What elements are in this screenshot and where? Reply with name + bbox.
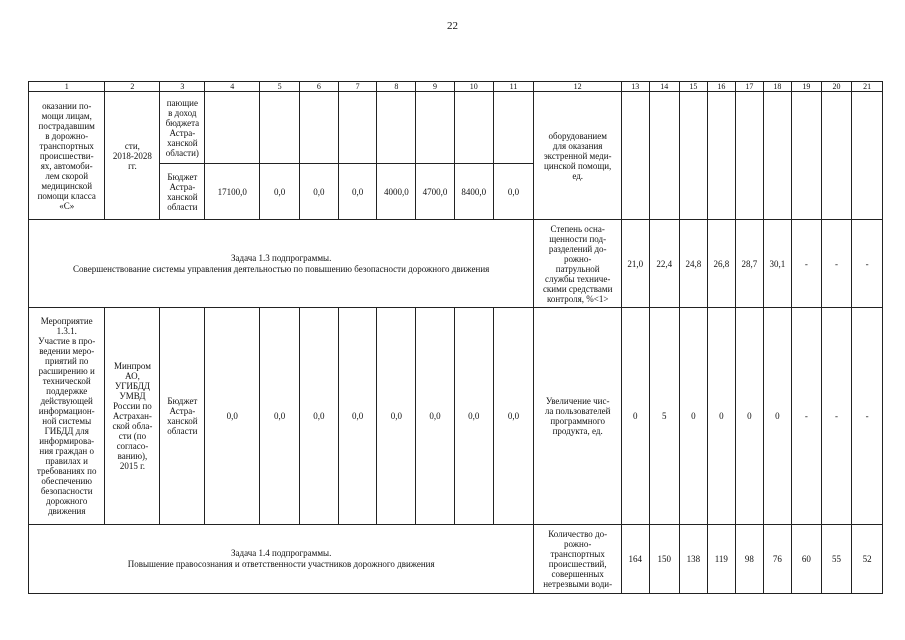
value-cell: 0,0 [300, 164, 339, 220]
column-number-6: 6 [300, 82, 339, 92]
value-cell: - [821, 308, 852, 525]
value-cell: 21,0 [622, 220, 650, 308]
value-cell: 22,4 [649, 220, 680, 308]
funding-source-cell: Бюджет Астра- ханской области [160, 164, 205, 220]
task-title: Совершенствование системы управления деятельностью по повышению безопасности дорожного движения [73, 263, 490, 274]
value-cell: 4000,0 [377, 164, 416, 220]
column-number-5: 5 [260, 82, 300, 92]
column-number-3: 3 [160, 82, 205, 92]
value-cell: 150 [649, 525, 680, 594]
value-cell: 0,0 [454, 308, 493, 525]
column-number-21: 21 [852, 82, 883, 92]
indicator-cell: Количество до- рожно- транспортных происшествий, совершенных нетрезвыми води- [534, 525, 622, 594]
value-cell: 0 [763, 308, 792, 525]
value-cell: 138 [680, 525, 708, 594]
value-cell: 52 [852, 525, 883, 594]
value-cell: 55 [821, 525, 852, 594]
task-number: Задача 1.3 подпрограммы. [231, 252, 332, 263]
value-cell: 164 [622, 525, 650, 594]
value-cell: 0,0 [493, 164, 534, 220]
column-number-12: 12 [534, 82, 622, 92]
value-cell: 98 [736, 525, 764, 594]
value-cell: 0,0 [338, 164, 377, 220]
value-cell: 30,1 [763, 220, 792, 308]
value-cell: 76 [763, 525, 792, 594]
activity-cell: оказании по- мощи лицам, пострадавшим в дорожно- транспортных происшестви- ях, автомоби- лем скорой медицинской помощи класса «С» [29, 92, 105, 220]
value-cell: 119 [707, 525, 736, 594]
value-cell: - [821, 220, 852, 308]
column-number-16: 16 [707, 82, 736, 92]
value-cell: - [852, 308, 883, 525]
funding-source-cell: пающие в доход бюджета Астра- ханской области) [160, 92, 205, 164]
task-title: Повышение правосознания и ответственности участников дорожного движения [127, 559, 435, 569]
value-cell: 0 [622, 308, 650, 525]
column-number-1: 1 [29, 82, 105, 92]
indicator-cell: Степень осна- щенности под- разделений до- рожно- патрульной службы техниче- скими средствами контроля, %<1> [534, 220, 622, 308]
value-cell: 0,0 [205, 308, 260, 525]
value-cell: 0 [707, 308, 736, 525]
column-number-11: 11 [493, 82, 534, 92]
value-cell: 17100,0 [205, 164, 260, 220]
executor-cell: Минпром АО, УГИБДД УМВД России по Астрахан- ской обла- сти (по согласо- ванию), 2015 г. [105, 308, 160, 525]
header-row [29, 82, 883, 92]
measure-row [29, 308, 883, 525]
column-number-19: 19 [792, 82, 822, 92]
task-number: Задача 1.4 подпрограммы. [231, 548, 332, 558]
task-row [29, 525, 883, 594]
value-cell: 0 [680, 308, 708, 525]
value-cell: 0 [736, 308, 764, 525]
value-cell: 26,8 [707, 220, 736, 308]
task-row [29, 220, 883, 308]
executor-cell: сти, 2018-2028 гг. [105, 92, 160, 220]
value-cell: 60 [792, 525, 822, 594]
task-title-cell [29, 525, 534, 594]
value-cell: 0,0 [338, 308, 377, 525]
column-number-9: 9 [416, 82, 455, 92]
column-number-13: 13 [622, 82, 650, 92]
indicator-cell: оборудованием для оказания экстренной меди- цинской помощи, ед. [534, 92, 622, 220]
funding-source-cell: Бюджет Астра- ханской области [160, 308, 205, 525]
page-number: 22 [447, 20, 458, 32]
value-cell: 24,8 [680, 220, 708, 308]
value-cell: 0,0 [493, 308, 534, 525]
value-cell: 0,0 [300, 308, 339, 525]
column-number-20: 20 [821, 82, 852, 92]
table-row [29, 92, 883, 164]
value-cell: - [792, 308, 822, 525]
value-cell: 0,0 [260, 308, 300, 525]
column-number-4: 4 [205, 82, 260, 92]
column-number-17: 17 [736, 82, 764, 92]
value-cell: 28,7 [736, 220, 764, 308]
column-number-8: 8 [377, 82, 416, 92]
column-number-7: 7 [338, 82, 377, 92]
column-number-14: 14 [649, 82, 680, 92]
program-table [28, 81, 883, 594]
value-cell: 0,0 [377, 308, 416, 525]
column-number-2: 2 [105, 82, 160, 92]
value-cell: - [792, 220, 822, 308]
value-cell: 4700,0 [416, 164, 455, 220]
task-title-cell [29, 220, 534, 308]
value-cell: 5 [649, 308, 680, 525]
column-number-10: 10 [454, 82, 493, 92]
column-number-15: 15 [680, 82, 708, 92]
value-cell: - [852, 220, 883, 308]
value-cell: 0,0 [260, 164, 300, 220]
column-number-18: 18 [763, 82, 792, 92]
value-cell: 8400,0 [454, 164, 493, 220]
indicator-cell: Увеличение чис- ла пользователей программного продукта, ед. [534, 308, 622, 525]
value-cell: 0,0 [416, 308, 455, 525]
activity-cell: Мероприятие 1.3.1. Участие в про- ведении меро- приятий по расширению и технической поддержке действующей информацион- ной системы ГИБДД для информирова- ния граждан о правилах и требованиях по обеспечению безопасности дорожного движения [29, 308, 105, 525]
